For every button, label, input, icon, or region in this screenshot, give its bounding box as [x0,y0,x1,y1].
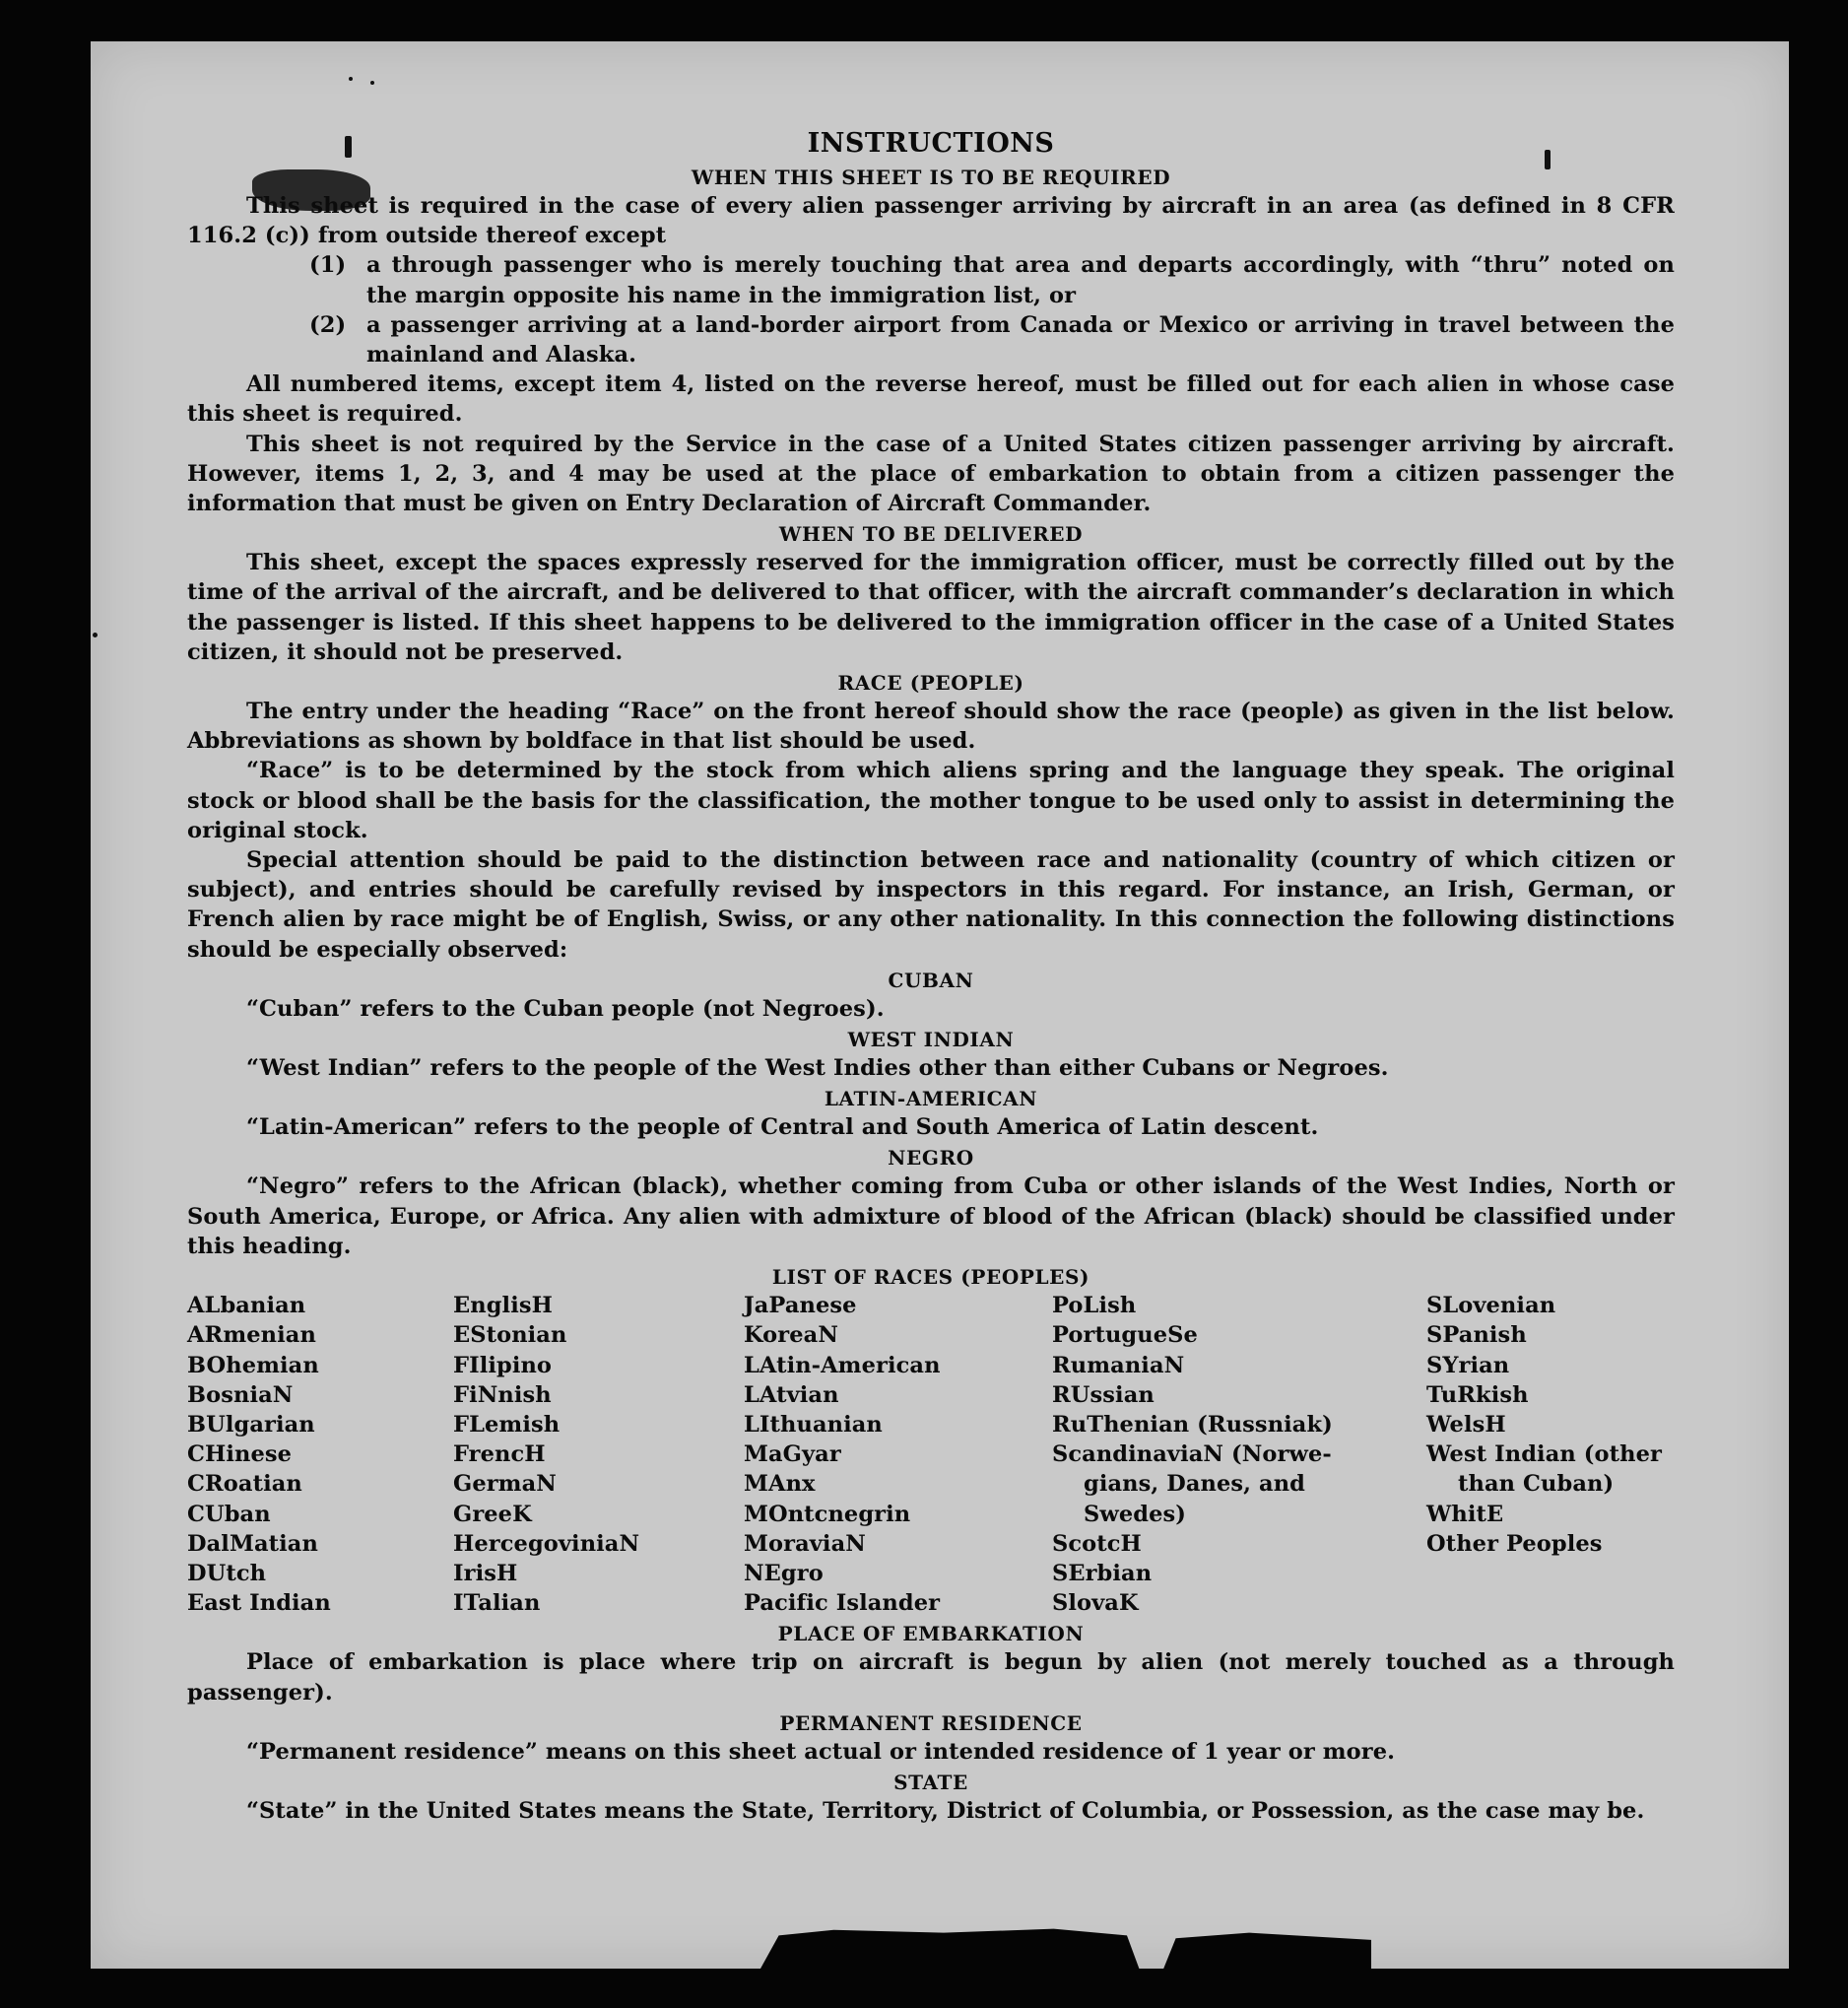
speck-mark [93,633,98,637]
race-list-item: than Cuban) [1458,1471,1615,1498]
race-list-item: Other Peoples [1426,1530,1603,1557]
race-list-item: GreeK [453,1501,532,1527]
race-list-item: FLemish [453,1411,561,1438]
section-heading: WHEN TO BE DELIVERED [778,522,1084,547]
race-list-item: SYrian [1426,1352,1510,1378]
race-list-item: EnglisH [453,1293,553,1319]
race-list-item: MAnx [744,1471,816,1498]
item-number: (2) [309,311,347,338]
section-heading: STATE [893,1770,968,1794]
instructions-text [187,126,1675,1826]
race-list-item: NEgro [744,1560,824,1586]
definition-text: “Permanent residence” means on this sheet actual or intended residence of 1 year or more. [246,1738,1396,1765]
race-list-item: EStonian [453,1322,567,1349]
race-list-item: MOntcnegrin [744,1501,911,1527]
race-list-item: CHinese [187,1441,293,1468]
race-list-item: WhitE [1426,1501,1504,1527]
race-list-item: BosniaN [187,1381,294,1408]
race-list-item: LIthuanian [744,1411,883,1438]
numbered-item [309,250,1675,309]
race-list-item: Pacific Islander [744,1590,941,1617]
paragraph: This sheet is not required by the Service in the case of a United States citizen passenger arriving by aircraft. However, items 1, 2, 3, and 4 may be used at the place of embarkation to obtain from a citizen passenger the information that must be given on Entry Declaration of Aircraft Commander. [187,431,1675,517]
race-list-item: FIlipino [453,1352,553,1378]
race-list-item: FiNnish [453,1381,552,1408]
paragraph: The entry under the heading “Race” on the front hereof should show the race (people) as given in the list below. Abbreviations as shown by boldface in that list should be used. [187,699,1675,755]
definition-text: “Cuban” refers to the Cuban people (not Negroes). [246,995,885,1022]
paragraph: All numbered items, except item 4, listed on the reverse hereof, must be filled out for each alien in whose case this sheet is required. [187,371,1675,428]
definition-text: “West Indian” refers to the people of the West Indies other than either Cubans or Negroes. [246,1055,1389,1082]
item-text: a through passenger who is merely touching that area and departs accordingly, with “thru” noted on the margin opposite his name in the immigration list, or [366,252,1675,308]
race-list-item: SPanish [1426,1322,1527,1349]
race-list [187,1291,1675,1618]
paragraph: Special attention should be paid to the distinction between race and nationality (country of which citizen or subject), and entries should be carefully revised by inspectors in this regard. For instance, an Irish, German, or French alien by race might be of English, Swiss, or any other nationality. In this connection the following distinctions should be especially observed: [187,847,1675,963]
section-heading: WEST INDIAN [847,1028,1015,1052]
race-list-item: ARmenian [187,1322,316,1349]
speck-mark [349,77,353,81]
page-title: INSTRUCTIONS [807,128,1055,159]
race-list-item: PortugueSe [1052,1322,1198,1349]
paragraph: “Race” is to be determined by the stock from which aliens spring and the language they speak. The original stock or blood shall be the basis for the classification, the mother tongue to be used only to assist in determining the original stock. [187,758,1675,843]
race-list-item: ScandinaviaN (Norwe- [1052,1441,1332,1468]
paragraph: This sheet, except the spaces expressly reserved for the immigration officer, must be correctly filled out by the time of the arrival of the aircraft, and be delivered to that officer, with the aircraft commander’s declaration in which the passenger is listed. If this sheet happens to be delivered to the immigration officer in the case of a United States citizen, it should not be preserved. [187,550,1675,665]
race-list-item: KoreaN [744,1322,838,1349]
torn-edge [760,1913,1371,1969]
definition-text: “Latin-American” refers to the people of Central and South America of Latin descent. [246,1114,1319,1141]
race-list-item: SlovaK [1052,1590,1139,1617]
section-heading: NEGRO [888,1146,974,1171]
race-list-item: SErbian [1052,1560,1153,1586]
race-list-item: PoLish [1052,1293,1137,1319]
race-list-item: IrisH [453,1560,518,1586]
section-heading: LIST OF RACES (PEOPLES) [771,1265,1090,1290]
race-list-item: SLovenian [1426,1293,1556,1319]
race-list-item: ITalian [453,1590,541,1617]
race-list-item: gians, Danes, and [1084,1471,1306,1498]
paragraph: “Negro” refers to the African (black), whether coming from Cuba or other islands of the West Indies, North or South America, Europe, or Africa. Any alien with admixture of blood of the African (black) should be classified under this heading. [187,1173,1675,1259]
paragraph: This sheet is required in the case of every alien passenger arriving by aircraft in an area (as defined in 8 CFR 116.2 (c)) from outside thereof except [187,193,1675,249]
race-list-item: GermaN [453,1471,557,1498]
section-heading: RACE (PEOPLE) [837,671,1024,696]
section-heading: CUBAN [888,968,974,992]
race-list-item: MaGyar [744,1441,841,1468]
document-page [91,41,1789,1969]
race-list-item: ALbanian [187,1293,306,1319]
race-list-item: LAtin-American [744,1352,941,1378]
race-list-item: DUtch [187,1560,267,1586]
item-text: a passenger arriving at a land-border airport from Canada or Mexico or arriving in travel between the mainland and Alaska. [366,311,1675,368]
race-list-item: RuThenian (Russniak) [1052,1411,1333,1438]
race-list-item: LAtvian [744,1381,839,1408]
section-heading: WHEN THIS SHEET IS TO BE REQUIRED [691,166,1171,189]
race-list-item: East Indian [187,1590,331,1617]
race-list-item: BOhemian [187,1352,319,1378]
race-list-item: JaPanese [744,1293,857,1319]
race-list-item: CRoatian [187,1471,302,1498]
race-list-item: West Indian (other [1426,1441,1662,1468]
race-list-item: FrencH [453,1441,546,1468]
item-number: (1) [309,252,347,279]
speck-mark [370,81,374,85]
race-list-item [1426,1588,1675,1618]
race-list-item: Swedes) [1084,1501,1186,1527]
race-list-item: ScotcH [1052,1530,1142,1557]
paragraph: Place of embarkation is place where trip on aircraft is begun by alien (not merely touched as a through passenger). [187,1649,1675,1706]
section-heading: PLACE OF EMBARKATION [777,1622,1085,1646]
race-list-item: DalMatian [187,1530,318,1557]
race-list-item: RumaniaN [1052,1352,1185,1378]
section-heading: PERMANENT RESIDENCE [779,1710,1083,1735]
race-list-item: MoraviaN [744,1530,866,1557]
race-list-item: HercegoviniaN [453,1530,640,1557]
race-list-item: BUlgarian [187,1411,315,1438]
paragraph: “State” in the United States means the State, Territory, District of Columbia, or Possession, as the case may be. [246,1797,1645,1824]
race-list-item: RUssian [1052,1381,1155,1408]
race-list-item: WelsH [1426,1411,1506,1438]
race-list-item: CUban [187,1501,271,1527]
race-list-item: TuRkish [1426,1381,1529,1408]
section-heading: LATIN-AMERICAN [824,1087,1038,1111]
numbered-item [309,310,1675,369]
race-list-item [1426,1559,1675,1588]
